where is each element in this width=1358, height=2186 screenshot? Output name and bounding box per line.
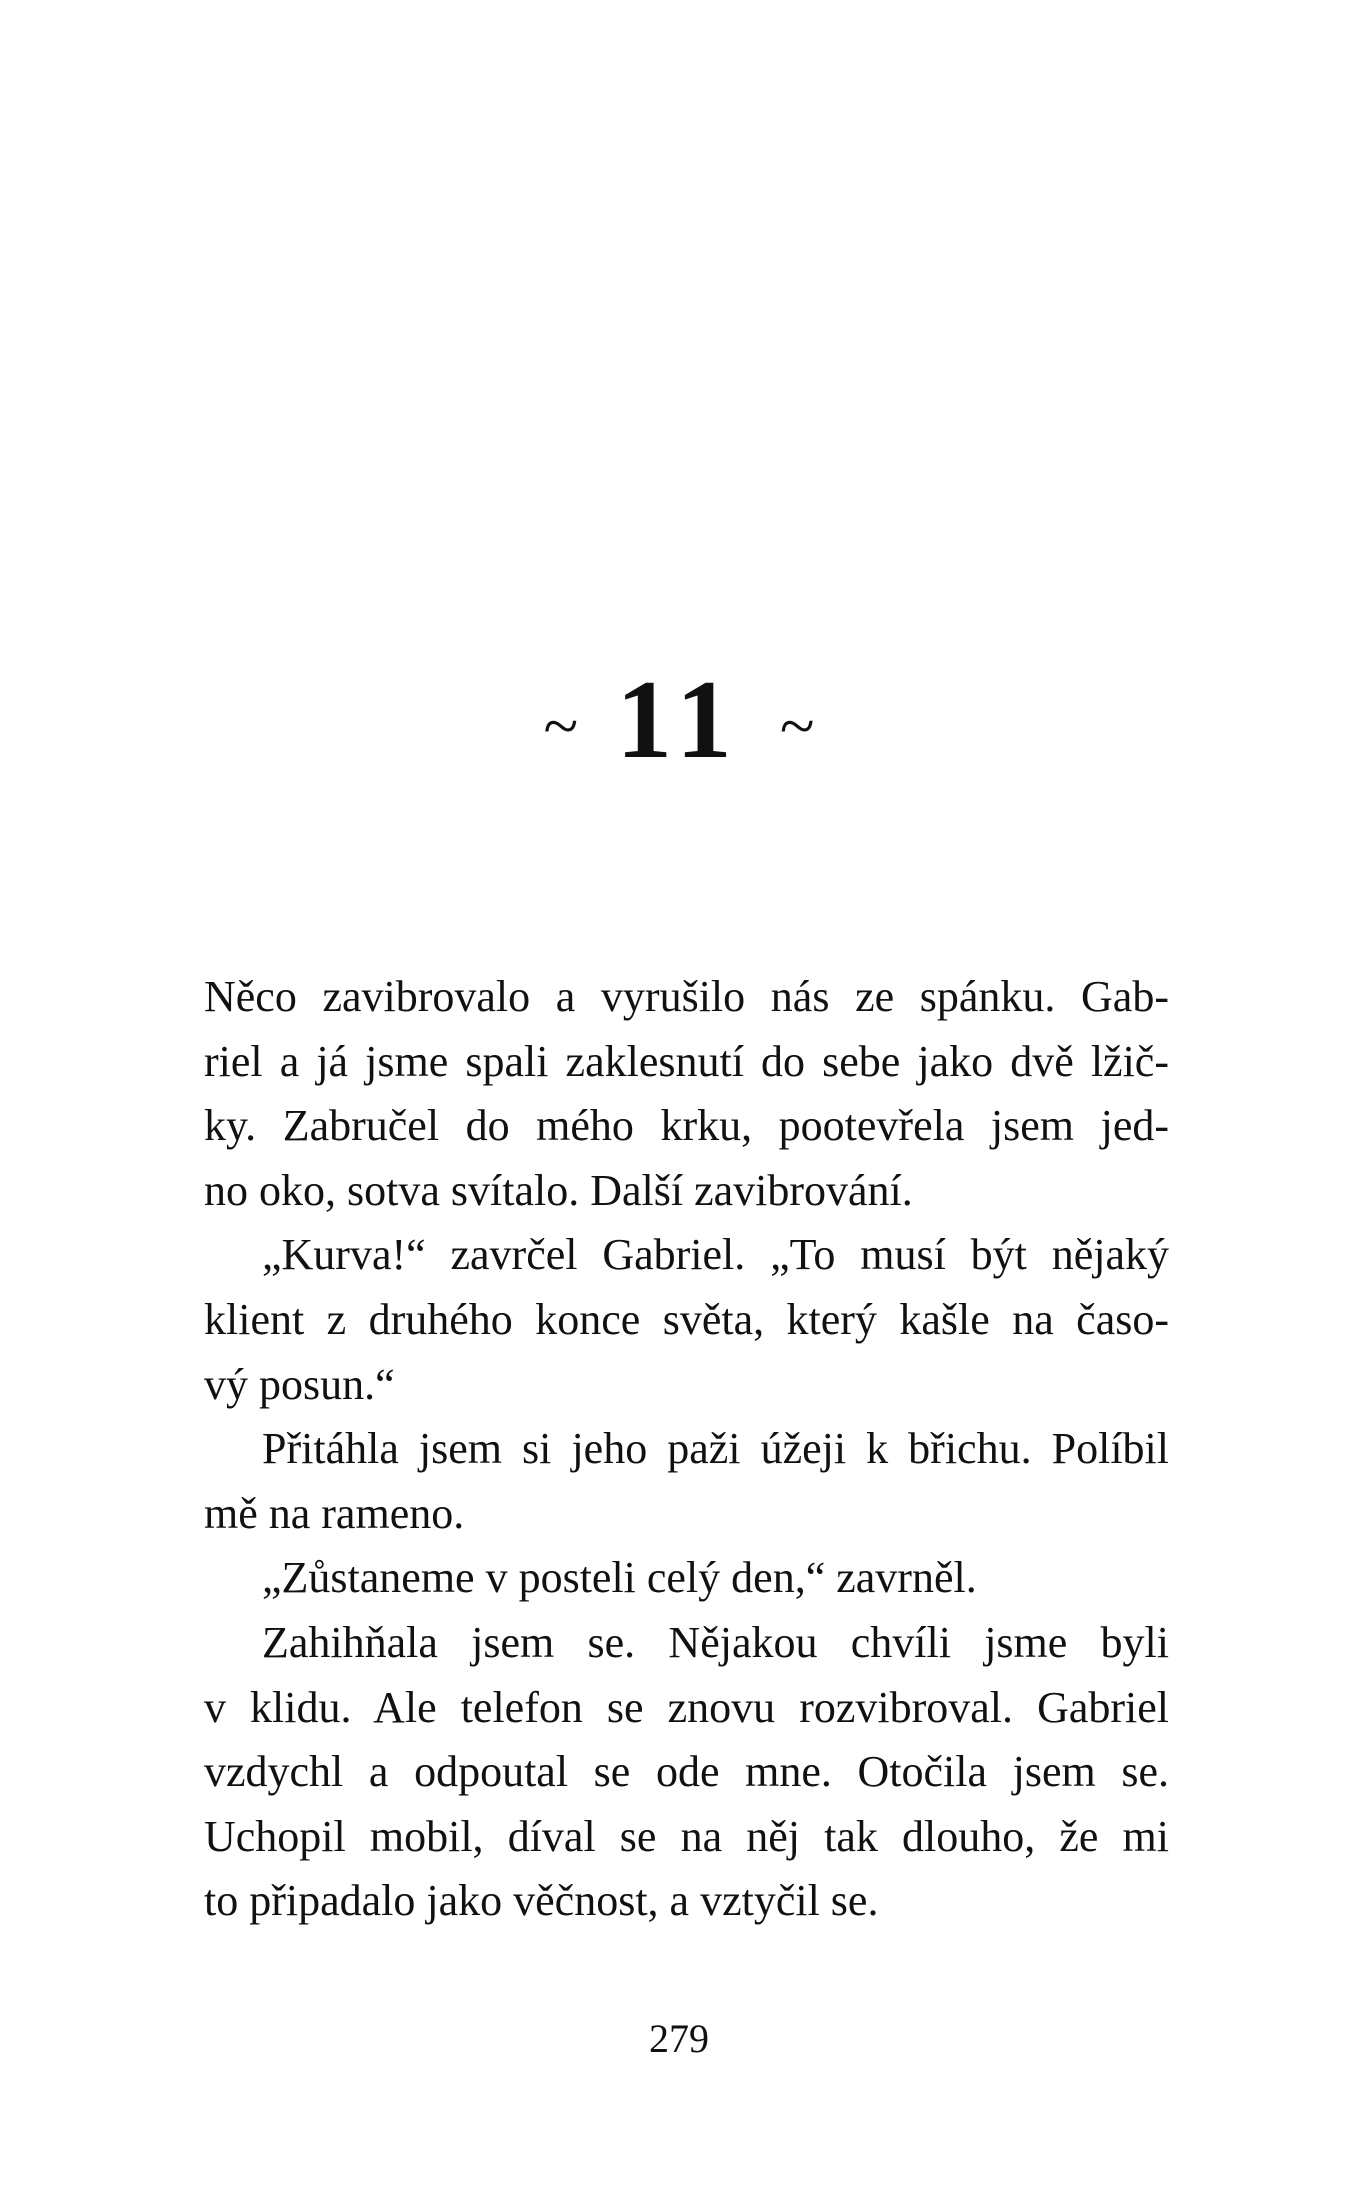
chapter-body-text: [204, 965, 1169, 1934]
page-number: 279: [649, 2016, 709, 2061]
text-line: mě na rameno.: [204, 1488, 465, 1538]
chapter-ornament-left: ~: [543, 690, 579, 761]
chapter-heading: [0, 655, 1358, 785]
text-line: no oko, sotva svítalo. Další zavibrování.: [204, 1165, 913, 1215]
text-line: to připadalo jako věčnost, a vztyčil se.: [204, 1876, 879, 1926]
text-line: Něco zavibrovalo a vyrušilo nás ze spánku. Gab-: [204, 972, 1169, 1021]
text-line: v klidu. Ale telefon se znovu rozvibroval. Gabriel: [204, 1682, 1169, 1732]
text-line: Zahihňala jsem se. Nějakou chvíli jsme byli: [262, 1617, 1169, 1667]
text-line: klient z druhého konce světa, který kašle na časo-: [204, 1294, 1169, 1344]
text-line: vý posun.“: [204, 1359, 395, 1409]
chapter-number: 11: [616, 657, 742, 782]
text-line: ky. Zabručel do mého krku, pootevřela jsem jed-: [204, 1101, 1169, 1151]
text-line: „Zůstaneme v posteli celý den,“ zavrněl.: [262, 1553, 977, 1603]
text-line: Přitáhla jsem si jeho paži úžeji k břichu. Políbil: [262, 1424, 1169, 1474]
text-line: riel a já jsme spali zaklesnutí do sebe jako dvě lžič-: [204, 1036, 1169, 1086]
chapter-ornament-right: ~: [779, 690, 815, 761]
text-line: vzdychl a odpoutal se ode mne. Otočila jsem se.: [204, 1747, 1169, 1797]
text-line: Uchopil mobil, díval se na něj tak dlouho, že mi: [204, 1811, 1169, 1861]
text-line: „Kurva!“ zavrčel Gabriel. „To musí být nějaký: [262, 1230, 1169, 1280]
